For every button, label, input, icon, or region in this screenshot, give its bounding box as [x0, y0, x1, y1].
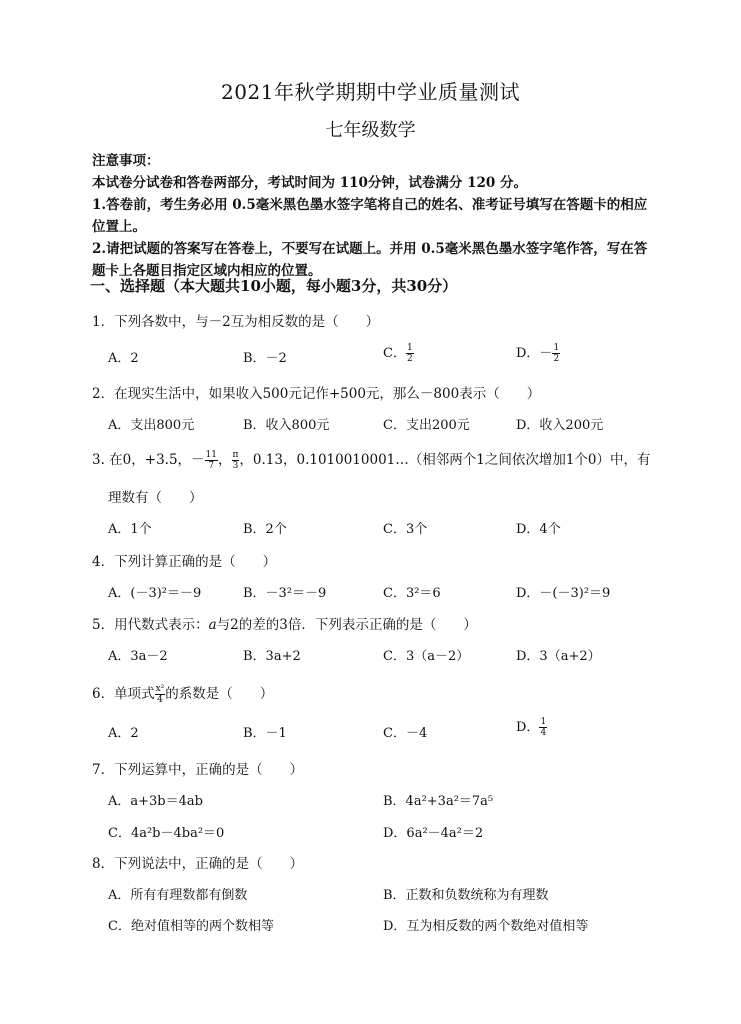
notice-line-3b: 题卡上各题目指定区域内相应的位置。	[92, 263, 322, 279]
q3-stem-end: ，0.13，0.1010010001…（相邻两个1之间依次增加1个0）中，有	[239, 452, 651, 468]
q6-option-d	[516, 716, 547, 738]
q6-option-a: A．2	[108, 726, 139, 741]
q1-option-d-label: D．－	[516, 346, 553, 361]
q3-option-a: A．1个	[108, 522, 152, 537]
q8-option-a: A．所有有理数都有倒数	[108, 888, 248, 903]
q5-stem-post: 与2的差的3倍．下列表示正确的是（ ）	[216, 617, 477, 633]
q6-option-d-label: D．	[516, 720, 540, 735]
q5-option-c: C．3（a－2）	[383, 649, 470, 664]
q3-option-b: B．2个	[243, 522, 287, 537]
q3-f1-den: 7	[208, 461, 215, 471]
q3-f2-num: π	[232, 450, 239, 460]
q1-c-num: 1	[406, 343, 413, 353]
question-8: 8．下列说法中，正确的是（ ）	[92, 856, 304, 872]
notice-line-2a: 1.答卷前，考生务必用 0.5毫米黑色墨水签字笔将自己的姓名、准考证号填写在答题卡的相应	[92, 197, 648, 213]
q3-f1-num: 11	[205, 450, 217, 460]
q4-option-b: B．－3²＝－9	[243, 586, 327, 601]
exam-subtitle: 七年级数学	[325, 120, 416, 141]
q1-option-d	[516, 342, 560, 364]
q3-stem-start: 3. 在0，+3.5，－	[92, 452, 205, 468]
q1-d-den: 2	[553, 354, 560, 364]
q1-c-den: 2	[406, 354, 413, 364]
fraction	[205, 450, 218, 471]
q7-option-a: A．a+3b＝4ab	[108, 794, 203, 809]
q7-option-d: D．6a²－4a²＝2	[383, 826, 484, 841]
q8-option-b: B．正数和负数统称为有理数	[383, 888, 549, 903]
q3-option-d: D．4个	[516, 522, 561, 537]
q1-option-c-label: C．	[383, 346, 406, 361]
q6-mono-den: 4	[157, 695, 163, 705]
question-3	[92, 448, 651, 471]
q5-option-d: D．3（a+2）	[516, 649, 601, 664]
q5-option-a: A．3a－2	[108, 649, 168, 664]
q4-option-a: A．(－3)²＝－9	[108, 586, 202, 601]
section-title: 一、选择题（本大题共10小题，每小题3分，共30分）	[90, 277, 458, 295]
q1-option-b: B．－2	[243, 351, 287, 366]
q2-option-b: B．收入800元	[243, 418, 330, 433]
q1-option-c	[383, 342, 414, 364]
q4-option-c: C．3²＝6	[383, 586, 441, 601]
q1-option-a: A．2	[108, 351, 139, 366]
q6-d-num: 1	[540, 717, 547, 727]
q6-option-c: C．－4	[383, 726, 428, 741]
fraction	[539, 717, 547, 738]
exam-title: 2021年秋学期期中学业质量测试	[221, 80, 520, 104]
q3-sep: ，	[218, 452, 232, 468]
q6-option-b: B．－1	[243, 726, 287, 741]
question-2: 2．在现实生活中，如果收入500元记作+500元，那么－800表示（ ）	[92, 386, 541, 402]
question-7: 7．下列运算中，正确的是（ ）	[92, 762, 304, 778]
q3-option-c: C．3个	[383, 522, 428, 537]
q5-option-b: B．3a+2	[243, 649, 301, 664]
question-1: 1．下列各数中，与－2互为相反数的是（ ）	[92, 314, 380, 330]
q3-f2-den: 3	[232, 461, 239, 471]
q6-stem-pre: 6．单项式	[92, 686, 155, 702]
q6-stem-post: 的系数是（ ）	[165, 686, 274, 702]
q6-mono-num: x²	[155, 684, 165, 694]
q7-option-c: C．4a²b－4ba²＝0	[108, 826, 225, 841]
notice-line-2b: 位置上。	[92, 219, 146, 235]
notice-heading: 注意事项：	[92, 153, 160, 169]
notice-line-3a: 2.请把试题的答案写在答卷上，不要写在试题上。并用 0.5毫米黑色墨水签字笔作答，写在答	[92, 241, 648, 257]
notice-line-1: 本试卷分试卷和答卷两部分，考试时间为 110分钟，试卷满分 120 分。	[92, 175, 527, 191]
fraction	[155, 684, 166, 705]
fraction	[552, 343, 560, 364]
q5-stem-var: a	[208, 617, 217, 633]
question-6	[92, 682, 273, 705]
q2-option-d: D．收入200元	[516, 418, 604, 433]
q4-option-d: D．－(－3)²＝9	[516, 586, 611, 601]
q6-d-den: 4	[540, 728, 547, 738]
q8-option-c: C．绝对值相等的两个数相等	[108, 919, 274, 934]
q2-option-c: C．支出200元	[383, 418, 470, 433]
q7-option-b: B．4a²+3a²＝7a⁵	[383, 794, 494, 809]
question-3-cont: 理数有（ ）	[108, 490, 203, 506]
question-5	[92, 613, 477, 633]
q8-option-d: D．互为相反数的两个数绝对值相等	[383, 919, 589, 934]
q2-option-a: A．支出800元	[108, 418, 195, 433]
q1-d-num: 1	[553, 343, 560, 353]
q5-stem-pre: 5．用代数式表示：	[92, 617, 209, 633]
question-4: 4．下列计算正确的是（ ）	[92, 554, 277, 570]
fraction	[406, 343, 414, 364]
notice-block	[92, 150, 672, 282]
